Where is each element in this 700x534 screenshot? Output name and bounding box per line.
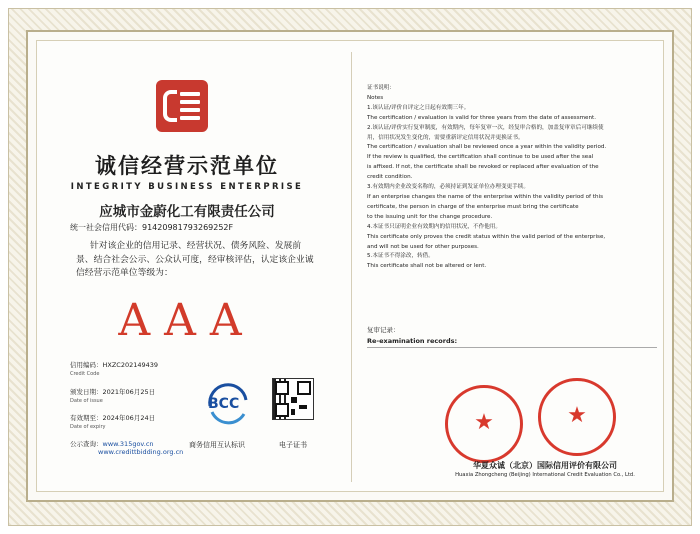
notes-line: 5.本证书不得涂改，转借。 [367,253,434,260]
certificate-title: 诚信经营示范单位 [95,153,279,178]
credit-code-label: 信用编码： [70,361,103,369]
credit-code-field [70,361,158,378]
issue-date-value: 2021年06月25日 [102,388,156,396]
bcc-caption: 商务信用互认标识 [189,441,245,449]
credit-code-value: HXZC202149439 [102,361,159,369]
company-name: 应城市金蔚化工有限责任公司 [99,204,275,220]
integrity-logo-icon [156,80,208,132]
company-seal-icon: ★ [445,385,523,463]
notes-line: is affixed. If not, the certificate shall be revoked or replaced after evaluation of the [367,164,599,171]
notes-line: and will not be used for other purposes. [367,243,479,250]
notes-line: 证书说明： [367,85,395,91]
expiry-date-label: 有效期至： [70,414,103,422]
notes-line: The certification / evaluation is valid for three years from the date of assessment. [367,114,597,121]
notes-line: to the issuing unit for the change procedure. [367,213,493,220]
issuer-name-english: Huaxia Zhongcheng (Beijing) International Credit Evaluation Co., Ltd. [455,472,635,478]
credit-code-sub: Credit Code [70,371,100,377]
expiry-date-value: 2024年06月24日 [102,414,156,422]
notes-line: The certification / evaluation shall be reviewed once a year within the validity period. [367,144,607,151]
public-query-link-2[interactable]: www.credittbidding.org.cn [98,448,184,456]
certificate-notes [367,84,652,272]
reexam-label-en: Re-examination records: [367,337,458,345]
credit-platform-seal-icon: ★ [538,378,616,456]
notes-line: This certificate shall not be altered or lent. [367,263,487,270]
reexam-line [367,347,657,348]
notes-line: 3.有效期内企业改变名称的，必须持证到发证单位办理变更手续。 [367,184,529,191]
qr-caption: 电子证书 [279,441,307,449]
expiry-date-field [70,414,155,431]
notes-line: 4.本证书只证明企业有效期内的信用状况，不作他用。 [367,223,501,230]
bcc-text: BCC [208,396,240,412]
notes-line: If the review is qualified, the certification shall continue to be used after the seal [367,154,594,161]
notes-line: 2.该认证/评价实行复审制度，有效期内，每年复审一次，经复审合格的，加盖复审章后可继续使 [367,124,604,131]
unified-credit-code: 统一社会信用代码：91420981793269252F [70,223,234,232]
expiry-date-sub: Date of expiry [70,424,106,430]
notes-line: 1.该认证/评价自评定之日起有效期三年。 [367,104,470,111]
issue-date-sub: Date of issue [70,398,103,404]
notes-line: 用，信用状况发生变化的，需要重新评定信用状况并更换证书。 [367,134,524,141]
reexamination-records [367,325,457,347]
issue-date-field [70,388,155,405]
certification-statement: 针对该企业的信用记录、经营状况、债务风险、发展前景、结合社会公示、公众认可度，经审核评估，认定该企业诚信经营示范单位等级为： [76,241,314,278]
notes-line: If an enterprise changes the name of the enterprise within the validity period of this [367,193,603,200]
notes-line: Notes [367,94,384,101]
notes-line: certificate, the person in charge of the enterprise must bring the certificate [367,203,579,210]
notes-line: credit condition. [367,174,413,181]
issue-date-label: 颁发日期： [70,388,103,396]
public-query-link-1[interactable]: www.315gov.cn [102,440,154,448]
reexam-label-cn: 复审记录： [367,326,400,334]
public-query-label: 公示查询： [70,440,103,448]
notes-line: This certificate only proves the credit status within the valid period of the enterprise, [367,233,606,240]
center-divider [351,52,352,482]
credit-grade: AAA [118,295,256,346]
issuer-name: 华夏众诚（北京）国际信用评价有限公司 [473,461,617,470]
certificate-title-english: INTEGRITY BUSINESS ENTERPRISE [70,182,304,192]
public-query-field [70,440,183,456]
qr-code-icon[interactable] [272,378,314,420]
